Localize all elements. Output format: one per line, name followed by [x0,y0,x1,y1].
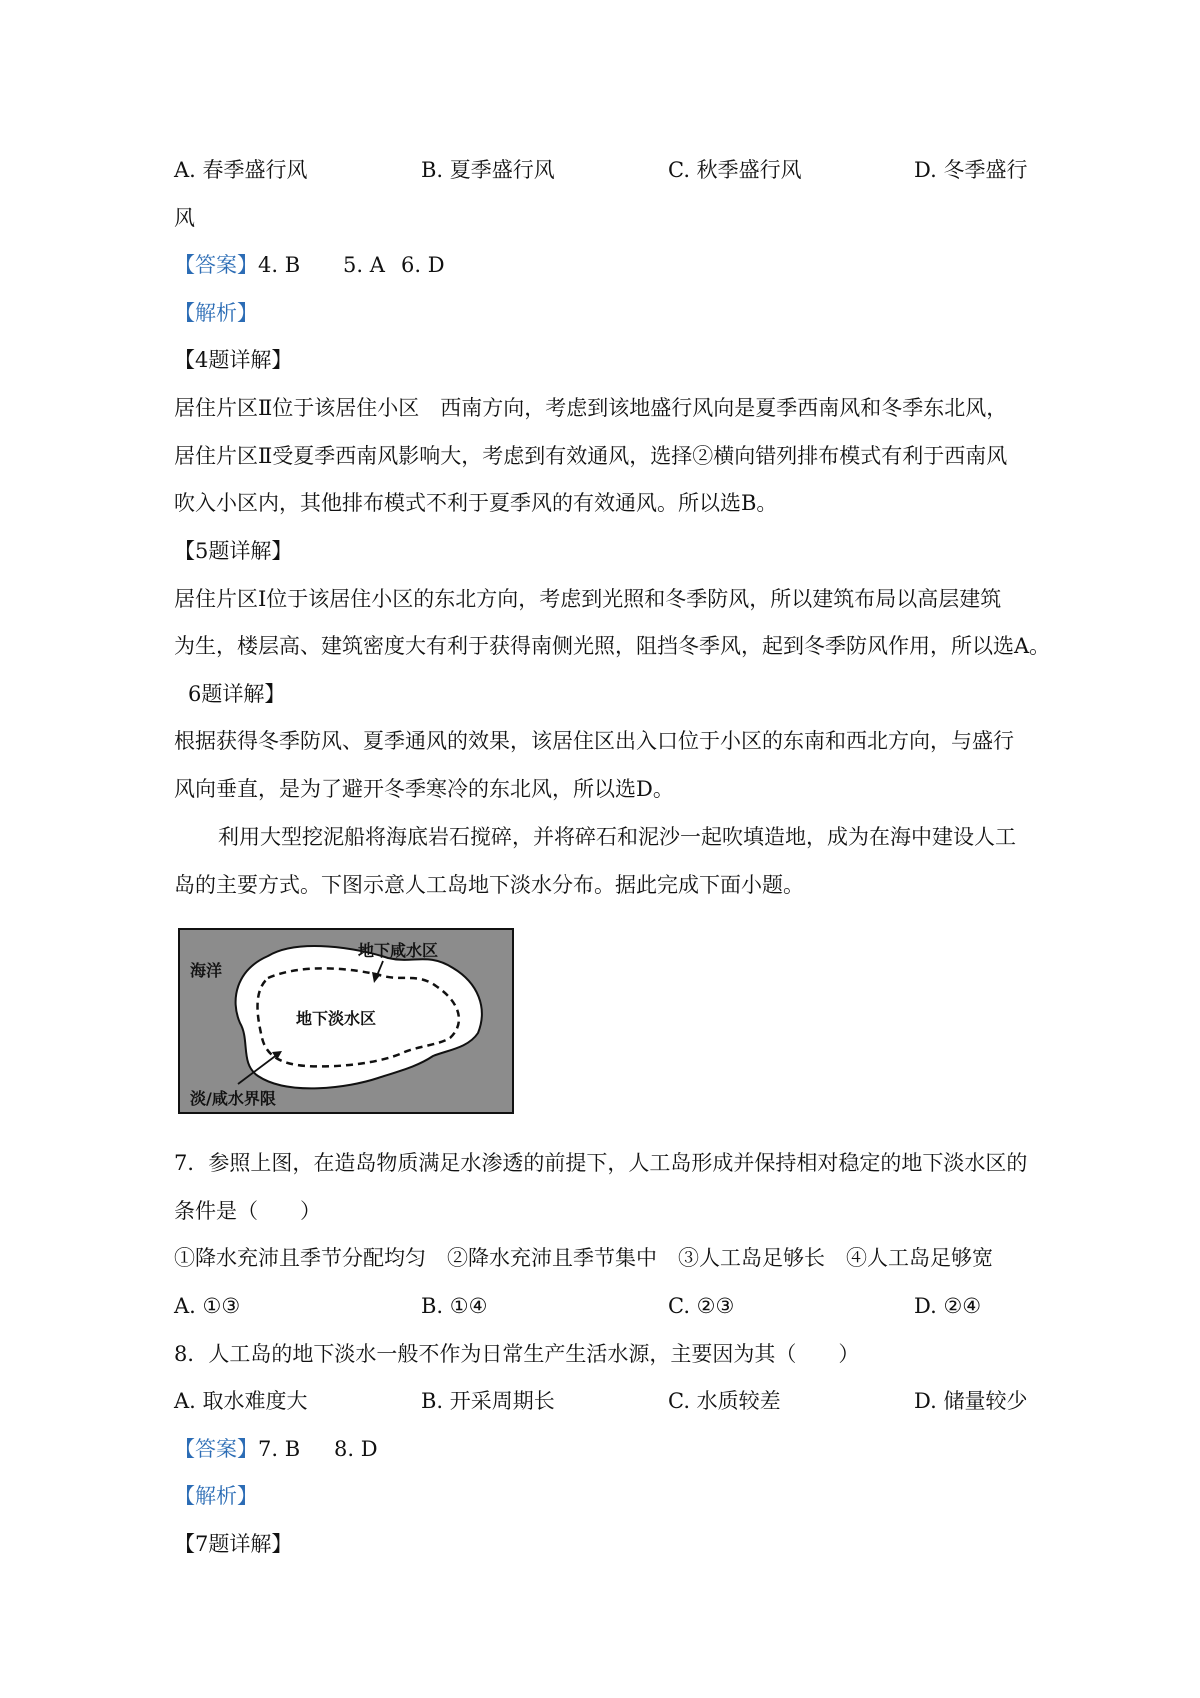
q8-option-d: D. 储量较少 [914,1389,1028,1413]
q6-heading: 6题详解】 [188,682,286,706]
passage-line: 岛的主要方式。下图示意人工岛地下淡水分布。据此完成下面小题。 [174,873,804,897]
q6-text-line: 风向垂直，是为了避开冬季寒冷的东北风，所以选D。 [174,777,674,801]
q4-text-line: 居住片区Ⅱ位于该居住小区 西南方向，考虑到该地盛行风向是夏季西南风和冬季东北风， [174,396,1008,420]
q7-option-c: C. ②③ [668,1294,735,1318]
fresh-zone-label: 地下淡水区 [296,1009,377,1028]
analysis-label-2: 【解析】 [174,1484,258,1508]
q4-heading: 【4题详解】 [174,348,293,372]
q7-stem-line: 7．参照上图，在造岛物质满足水渗透的前提下，人工岛形成并保持相对稳定的地下淡水区的 [174,1151,1028,1175]
analysis-label: 【解析】 [174,301,258,325]
q7-option-b: B. ①④ [421,1294,488,1318]
q8-stem: 8．人工岛的地下淡水一般不作为日常生产生活水源，主要因为其（ ） [174,1342,860,1366]
answer-item: 4. B [258,253,301,277]
q7-stem-line: 条件是（ ） [174,1199,321,1223]
artificial-island-figure [178,928,514,1114]
q5-text-line: 居住片区Ⅰ位于该居住小区的东北方向，考虑到光照和冬季防风，所以建筑布局以高层建筑 [174,587,1002,611]
answer-item: 8. D [334,1437,378,1461]
answer-line-1 [174,250,445,280]
answer-item: 5. A [343,253,385,277]
saline-zone-label: 地下咸水区 [358,941,439,960]
answer-item: 7. B [258,1437,301,1461]
q6-text-line: 根据获得冬季防风、夏季通风的效果，该居住区出入口位于小区的东南和西北方向，与盛行 [174,729,1014,753]
q7-option-a: A. ①③ [174,1294,241,1318]
answer-item: 6. D [401,253,445,277]
q5-text-line: 为生，楼层高、建筑密度大有利于获得南侧光照，阻挡冬季风，起到冬季防风作用，所以选A。 [174,634,1051,658]
answer-label: 【答案】 [174,1437,258,1461]
q5-heading: 【5题详解】 [174,539,293,563]
q3-option-c: C. 秋季盛行风 [668,158,802,182]
q7-option-d: D. ②④ [914,1294,982,1318]
q7-heading: 【7题详解】 [174,1532,293,1556]
q4-text-line: 吹入小区内，其他排布模式不利于夏季风的有效通风。所以选B。 [174,491,778,515]
q3-option-d: D. 冬季盛行 [914,158,1028,182]
q8-option-c: C. 水质较差 [668,1389,781,1413]
q3-option-a: A. 春季盛行风 [174,158,308,182]
answer-label: 【答案】 [174,253,258,277]
q8-option-b: B. 开采周期长 [421,1389,555,1413]
q7-statements: ①降水充沛且季节分配均匀 ②降水充沛且季节集中 ③人工岛足够长 ④人工岛足够宽 [174,1246,993,1270]
q3-option-b: B. 夏季盛行风 [421,158,555,182]
answer-line-2 [174,1434,378,1464]
q8-option-a: A. 取水难度大 [174,1389,308,1413]
q3-option-d-wrap: 风 [174,206,195,230]
ocean-label: 海洋 [190,961,223,980]
q4-text-line: 居住片区Ⅱ受夏季西南风影响大，考虑到有效通风，选择②横向错列排布模式有利于西南风 [174,444,1008,468]
boundary-label: 淡/咸水界限 [190,1089,276,1108]
passage-line: 利用大型挖泥船将海底岩石搅碎，并将碎石和泥沙一起吹填造地，成为在海中建设人工 [218,825,1016,849]
